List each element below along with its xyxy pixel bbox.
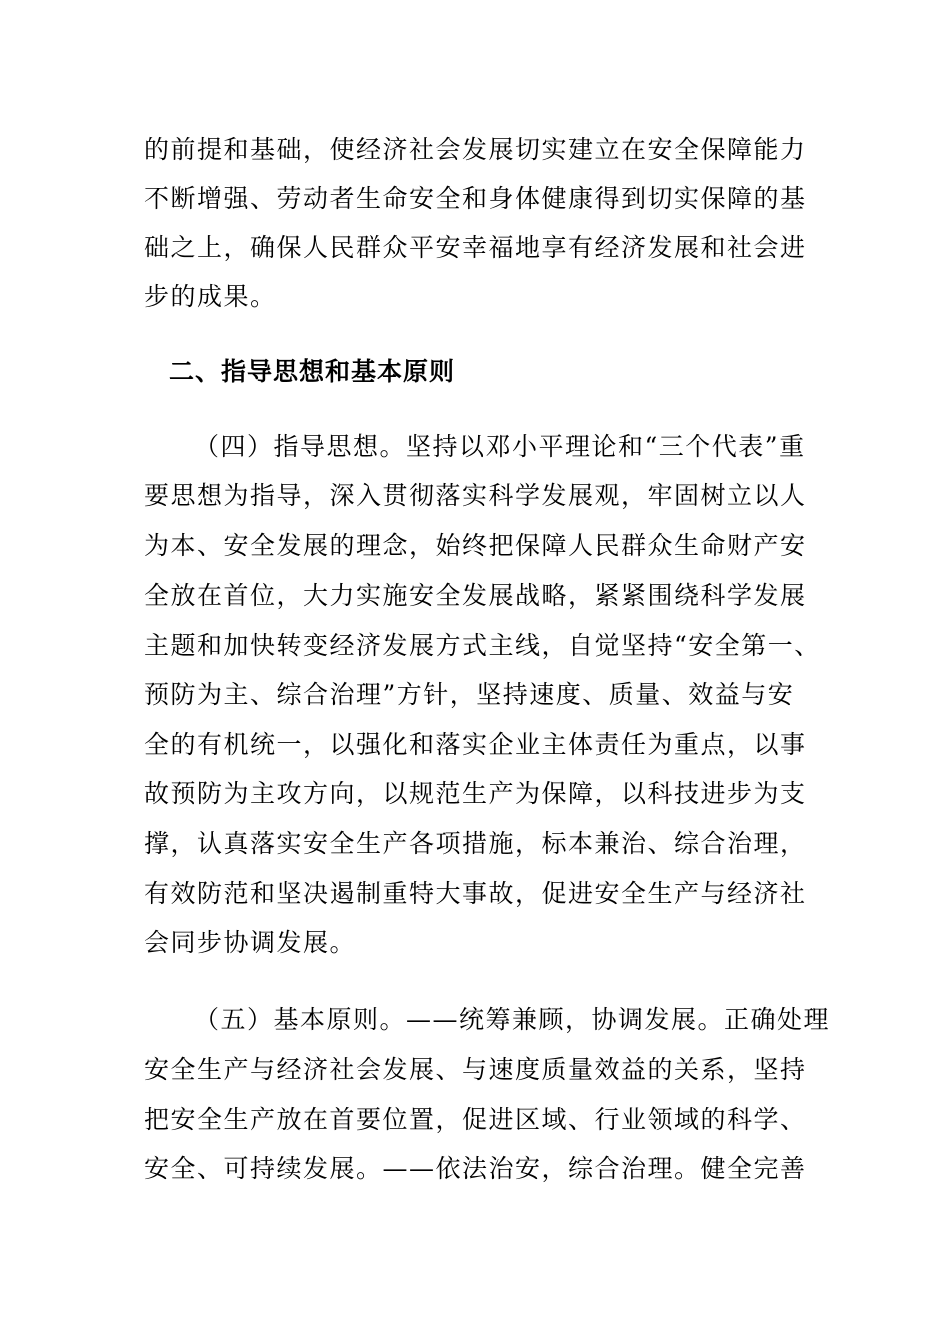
paragraph-1-line-3: 础之上，确保人民群众平安幸福地享有经济发展和社会进: [144, 233, 807, 262]
paragraph-2-line-8: 故预防为主攻方向，以规范生产为保障，以科技进步为支: [144, 779, 807, 808]
paragraph-2-line-2: 要思想为指导，深入贯彻落实科学发展观，牢固树立以人: [144, 481, 807, 510]
paragraph-2-line-11: 会同步协调发展。: [144, 928, 357, 957]
paragraph-2-line-4: 全放在首位，大力实施安全发展战略，紧紧围绕科学发展: [144, 581, 807, 610]
paragraph-1-line-2: 不断增强、劳动者生命安全和身体健康得到切实保障的基: [144, 184, 807, 213]
paragraph-2-line-1: （四）指导思想。坚持以邓小平理论和“三个代表”重: [194, 432, 806, 461]
paragraph-1-line-1: 的前提和基础，使经济社会发展切实建立在安全保障能力: [144, 135, 807, 164]
paragraph-3-line-4: 安全、可持续发展。——依法治安，综合治理。健全完善: [144, 1154, 807, 1183]
paragraph-2-line-5: 主题和加快转变经济发展方式主线，自觉坚持“安全第一、: [144, 631, 821, 660]
paragraph-2-line-10: 有效防范和坚决遏制重特大事故，促进安全生产与经济社: [144, 879, 807, 908]
paragraph-1-line-4: 步的成果。: [144, 282, 277, 311]
section-heading: 二、指导思想和基本原则: [169, 357, 456, 386]
paragraph-3-line-3: 把安全生产放在首要位置，促进区域、行业领域的科学、: [144, 1105, 807, 1134]
paragraph-3-line-1: （五）基本原则。——统筹兼顾，协调发展。正确处理: [194, 1005, 831, 1034]
paragraph-2-line-3: 为本、安全发展的理念，始终把保障人民群众生命财产安: [144, 531, 807, 560]
paragraph-2-line-9: 撑，认真落实安全生产各项措施，标本兼治、综合治理，: [144, 829, 807, 858]
paragraph-2-line-6: 预防为主、综合治理”方针，坚持速度、质量、效益与安: [144, 680, 795, 709]
paragraph-2-line-7: 全的有机统一，以强化和落实企业主体责任为重点，以事: [144, 730, 807, 759]
paragraph-3-line-2: 安全生产与经济社会发展、与速度质量效益的关系，坚持: [144, 1055, 807, 1084]
